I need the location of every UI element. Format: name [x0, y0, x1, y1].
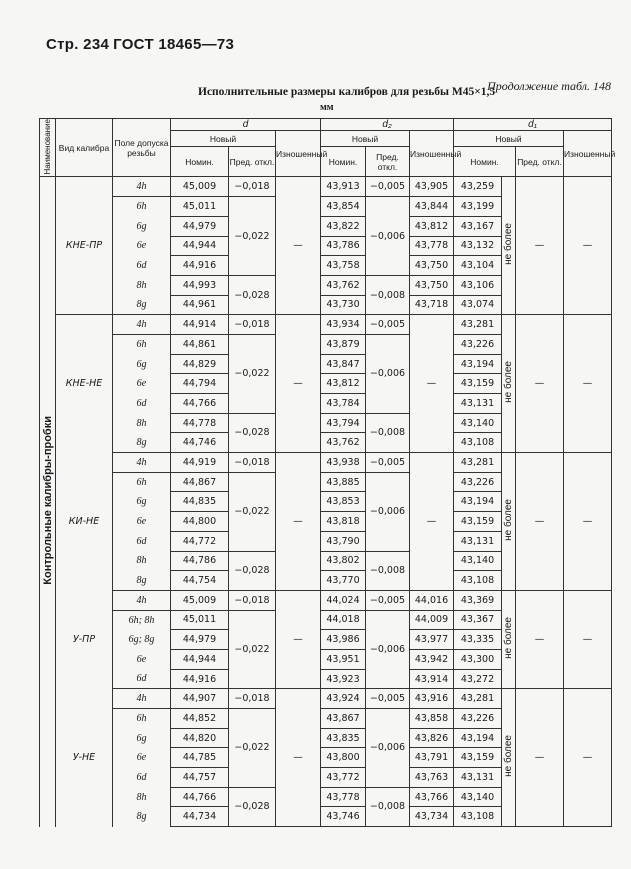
d-deviation-value: −0,028 — [229, 413, 276, 452]
d2-nominal-value: 43,854 — [321, 197, 366, 217]
col-d: d — [171, 119, 321, 131]
d-new: Новый — [171, 131, 276, 147]
tolerance-field: 6g — [113, 354, 171, 374]
tolerance-field: 6e — [113, 748, 171, 768]
d1-nominal-value: 43,300 — [454, 649, 502, 669]
d-nominal-value: 44,916 — [171, 669, 229, 689]
d-nominal-value: 45,009 — [171, 590, 229, 610]
tolerance-field: 6g — [113, 728, 171, 748]
d1-nominal-value: 43,226 — [454, 709, 502, 729]
d-nominal-value: 44,907 — [171, 689, 229, 709]
d-nominal-value: 44,993 — [171, 275, 229, 295]
d-nominal-value: 44,867 — [171, 472, 229, 492]
d-worn: Изношенный — [276, 131, 321, 177]
d2-deviation-value: −0,006 — [366, 472, 410, 551]
d1-deviation-value: — — [516, 689, 564, 827]
d1-nominal-value: 43,335 — [454, 630, 502, 650]
gauge-kind: КИ-НЕ — [56, 453, 113, 591]
d2-nominal-value: 43,938 — [321, 453, 366, 473]
d2-nominal-value: 43,802 — [321, 551, 366, 571]
d1-deviation-value: — — [516, 177, 564, 315]
d2-nominal-value: 44,024 — [321, 590, 366, 610]
d2-nominal-value: 43,924 — [321, 689, 366, 709]
d1-deviation: Пред. откл. — [516, 147, 564, 177]
d2-worn-value: 43,914 — [410, 669, 454, 689]
d2-worn: Изношенный — [410, 131, 454, 177]
d2-nominal-value: 43,762 — [321, 275, 366, 295]
d-deviation-value: −0,022 — [229, 610, 276, 689]
tolerance-field: 8h — [113, 275, 171, 295]
d2-worn-value: 43,916 — [410, 689, 454, 709]
d2-worn-value: 43,766 — [410, 787, 454, 807]
tolerance-field: 6g — [113, 216, 171, 236]
d-nominal-value: 44,979 — [171, 216, 229, 236]
d-nominal-value: 45,011 — [171, 197, 229, 217]
d-worn-value: — — [276, 453, 321, 591]
gauge-kind: КНЕ-ПР — [56, 177, 113, 315]
d2-nominal-value: 43,885 — [321, 472, 366, 492]
d2-worn-value: 43,718 — [410, 295, 454, 315]
d-nominal-value: 44,800 — [171, 512, 229, 532]
tolerance-field: 6e — [113, 236, 171, 256]
d-worn-value: — — [276, 590, 321, 688]
d2-deviation-value: −0,008 — [366, 551, 410, 590]
d-worn-value: — — [276, 177, 321, 315]
d1-worn: Изношенный — [564, 131, 612, 177]
d2-deviation-value: −0,006 — [366, 197, 410, 276]
d-deviation-value: −0,018 — [229, 689, 276, 709]
d-nominal-value: 44,785 — [171, 748, 229, 768]
d-deviation-value: −0,028 — [229, 787, 276, 826]
d1-nominal-value: 43,159 — [454, 512, 502, 532]
d1-nominal-value: 43,131 — [454, 531, 502, 551]
d2-nominal-value: 43,847 — [321, 354, 366, 374]
tolerance-field: 6d — [113, 394, 171, 414]
tolerance-field: 6h — [113, 334, 171, 354]
d2-worn-value: 43,977 — [410, 630, 454, 650]
d1-nominal-value: 43,140 — [454, 413, 502, 433]
d-nominal-value: 44,734 — [171, 807, 229, 827]
d1-worn-value: — — [564, 590, 612, 688]
d2-deviation-value: −0,008 — [366, 787, 410, 826]
d1-worn-value: — — [564, 453, 612, 591]
d2-nominal-value: 43,758 — [321, 256, 366, 276]
d2-deviation-value: −0,006 — [366, 610, 410, 689]
d-nominal-value: 44,757 — [171, 768, 229, 788]
col-kind: Вид калибра — [56, 119, 113, 177]
d1-worn-value: — — [564, 315, 612, 453]
d1-deviation-value: — — [516, 453, 564, 591]
d2-worn-value: 43,844 — [410, 197, 454, 217]
d2-worn-value: 43,791 — [410, 748, 454, 768]
tolerance-field: 6h — [113, 709, 171, 729]
table-row — [40, 689, 612, 709]
d1-not-more: не более — [502, 590, 516, 688]
d2-nominal-value: 43,812 — [321, 374, 366, 394]
d-nominal-value: 45,011 — [171, 610, 229, 630]
d2-nominal-value: 43,762 — [321, 433, 366, 453]
d2-worn-value: 43,812 — [410, 216, 454, 236]
d2-nominal-value: 43,951 — [321, 649, 366, 669]
d1-nominal-value: 43,199 — [454, 197, 502, 217]
d-nominal-value: 44,914 — [171, 315, 229, 335]
d2-nominal-value: 43,800 — [321, 748, 366, 768]
d2-worn-value: 43,734 — [410, 807, 454, 827]
d-deviation-value: −0,028 — [229, 275, 276, 314]
d1-nominal-value: 43,108 — [454, 571, 502, 591]
d1-nominal-value: 43,074 — [454, 295, 502, 315]
d-nominal: Номин. — [171, 147, 229, 177]
d2-deviation-value: −0,008 — [366, 275, 410, 314]
d2-worn-value: 43,905 — [410, 177, 454, 197]
d-deviation: Пред. откл. — [229, 147, 276, 177]
table-row — [40, 177, 612, 197]
d2-deviation-value: −0,008 — [366, 413, 410, 452]
tolerance-field: 8g — [113, 571, 171, 591]
d2-nominal-value: 43,772 — [321, 768, 366, 788]
d1-nominal: Номин. — [454, 147, 516, 177]
page-number: Стр. 234 — [46, 36, 110, 53]
d1-nominal-value: 43,369 — [454, 590, 502, 610]
d-deviation-value: −0,018 — [229, 315, 276, 335]
gauge-kind: У-НЕ — [56, 689, 113, 827]
tolerance-field: 6g; 8g — [113, 630, 171, 650]
d1-nominal-value: 43,108 — [454, 807, 502, 827]
d2-worn-value: — — [410, 453, 454, 591]
d1-nominal-value: 43,226 — [454, 334, 502, 354]
d1-not-more: не более — [502, 315, 516, 453]
d1-nominal-value: 43,131 — [454, 394, 502, 414]
d1-not-more: не более — [502, 689, 516, 827]
d2-nominal-value: 43,818 — [321, 512, 366, 532]
d2-nominal-value: 43,822 — [321, 216, 366, 236]
d2-nominal-value: 44,018 — [321, 610, 366, 630]
d2-nominal-value: 43,746 — [321, 807, 366, 827]
standard-code: ГОСТ 18465—73 — [113, 36, 235, 53]
d-nominal-value: 44,829 — [171, 354, 229, 374]
d2-nominal-value: 43,934 — [321, 315, 366, 335]
d1-nominal-value: 43,159 — [454, 748, 502, 768]
tolerance-field: 8g — [113, 295, 171, 315]
d2-worn-value: 43,826 — [410, 728, 454, 748]
d1-nominal-value: 43,194 — [454, 354, 502, 374]
tolerance-field: 6d — [113, 768, 171, 788]
d2-nominal-value: 43,778 — [321, 787, 366, 807]
d1-nominal-value: 43,281 — [454, 689, 502, 709]
d-nominal-value: 44,944 — [171, 649, 229, 669]
d-nominal-value: 44,961 — [171, 295, 229, 315]
d2-nominal-value: 43,730 — [321, 295, 366, 315]
table-body — [40, 177, 612, 827]
d2-nominal-value: 43,913 — [321, 177, 366, 197]
d-nominal-value: 44,766 — [171, 787, 229, 807]
d-nominal-value: 44,852 — [171, 709, 229, 729]
col-d1: d₁ — [454, 119, 612, 131]
d2-nominal-value: 43,770 — [321, 571, 366, 591]
d1-new: Новый — [454, 131, 564, 147]
col-name: Наименование — [40, 119, 56, 177]
d2-nominal-value: 43,923 — [321, 669, 366, 689]
table-row — [40, 590, 612, 610]
tolerance-field: 6g — [113, 492, 171, 512]
d-nominal-value: 45,009 — [171, 177, 229, 197]
table-row — [40, 453, 612, 473]
d2-nominal-value: 43,879 — [321, 334, 366, 354]
d1-nominal-value: 43,281 — [454, 315, 502, 335]
d-deviation-value: −0,018 — [229, 453, 276, 473]
d1-nominal-value: 43,194 — [454, 492, 502, 512]
d-nominal-value: 44,794 — [171, 374, 229, 394]
d2-deviation-value: −0,006 — [366, 709, 410, 788]
d2-worn-value: — — [410, 315, 454, 453]
d2-deviation-value: −0,005 — [366, 177, 410, 197]
d-nominal-value: 44,944 — [171, 236, 229, 256]
tolerance-field: 6h — [113, 472, 171, 492]
d2-new: Новый — [321, 131, 410, 147]
d2-nominal-value: 43,790 — [321, 531, 366, 551]
d-nominal-value: 44,772 — [171, 531, 229, 551]
tolerance-field: 6d — [113, 669, 171, 689]
d1-nominal-value: 43,194 — [454, 728, 502, 748]
d2-deviation-value: −0,005 — [366, 590, 410, 610]
d2-worn-value: 43,778 — [410, 236, 454, 256]
d1-nominal-value: 43,104 — [454, 256, 502, 276]
d2-nominal-value: 43,986 — [321, 630, 366, 650]
d-deviation-value: −0,022 — [229, 472, 276, 551]
col-d2: d₂ — [321, 119, 454, 131]
d1-deviation-value: — — [516, 315, 564, 453]
tolerance-field: 4h — [113, 177, 171, 197]
gauge-table — [39, 118, 616, 827]
tolerance-field: 8g — [113, 433, 171, 453]
tolerance-field: 8h — [113, 413, 171, 433]
tolerance-field: 6e — [113, 512, 171, 532]
d1-deviation-value: — — [516, 590, 564, 688]
d1-nominal-value: 43,132 — [454, 236, 502, 256]
d2-worn-value: 43,858 — [410, 709, 454, 729]
d1-nominal-value: 43,159 — [454, 374, 502, 394]
d1-nominal-value: 43,108 — [454, 433, 502, 453]
d2-deviation-value: −0,005 — [366, 689, 410, 709]
d2-nominal-value: 43,853 — [321, 492, 366, 512]
d1-nominal-value: 43,272 — [454, 669, 502, 689]
d-nominal-value: 44,820 — [171, 728, 229, 748]
d2-deviation: Пред. откл. — [366, 147, 410, 177]
table-unit: мм — [320, 102, 334, 113]
d-nominal-value: 44,786 — [171, 551, 229, 571]
tolerance-field: 4h — [113, 315, 171, 335]
d-deviation-value: −0,022 — [229, 709, 276, 788]
d-nominal-value: 44,746 — [171, 433, 229, 453]
d1-not-more: не более — [502, 177, 516, 315]
d2-worn-value: 44,016 — [410, 590, 454, 610]
d1-nominal-value: 43,281 — [454, 453, 502, 473]
d2-nominal-value: 43,786 — [321, 236, 366, 256]
d2-deviation-value: −0,005 — [366, 315, 410, 335]
d2-nominal-value: 43,835 — [321, 728, 366, 748]
col-tolerance: Поле допуска резьбы — [113, 119, 171, 177]
gauge-kind: КНЕ-НЕ — [56, 315, 113, 453]
d-nominal-value: 44,861 — [171, 334, 229, 354]
d1-worn-value: — — [564, 689, 612, 827]
gauge-kind: У-ПР — [56, 590, 113, 688]
tolerance-field: 6d — [113, 531, 171, 551]
tolerance-field: 4h — [113, 590, 171, 610]
d1-nominal-value: 43,167 — [454, 216, 502, 236]
tolerance-field: 8h — [113, 787, 171, 807]
table-continuation: Продолжение табл. 148 — [487, 79, 611, 93]
d-nominal-value: 44,766 — [171, 394, 229, 414]
d2-deviation-value: −0,005 — [366, 453, 410, 473]
page-header — [46, 36, 234, 53]
table-row — [40, 315, 612, 335]
tolerance-field: 6d — [113, 256, 171, 276]
tolerance-field: 6e — [113, 374, 171, 394]
d2-nominal: Номин. — [321, 147, 366, 177]
tolerance-field: 6h — [113, 197, 171, 217]
tolerance-field: 4h — [113, 453, 171, 473]
tolerance-field: 8h — [113, 551, 171, 571]
d-deviation-value: −0,018 — [229, 590, 276, 610]
d1-nominal-value: 43,367 — [454, 610, 502, 630]
d-deviation-value: −0,028 — [229, 551, 276, 590]
d-nominal-value: 44,916 — [171, 256, 229, 276]
d-nominal-value: 44,778 — [171, 413, 229, 433]
d-nominal-value: 44,979 — [171, 630, 229, 650]
d-nominal-value: 44,919 — [171, 453, 229, 473]
d1-nominal-value: 43,140 — [454, 551, 502, 571]
d2-nominal-value: 43,867 — [321, 709, 366, 729]
d2-worn-value: 43,942 — [410, 649, 454, 669]
d2-worn-value: 43,763 — [410, 768, 454, 788]
table-title: Исполнительные размеры калибров для резьбы М45×1,5 — [198, 86, 496, 98]
d-nominal-value: 44,754 — [171, 571, 229, 591]
d2-nominal-value: 43,784 — [321, 394, 366, 414]
d-deviation-value: −0,022 — [229, 334, 276, 413]
tolerance-field: 6h; 8h — [113, 610, 171, 630]
tolerance-field: 4h — [113, 689, 171, 709]
d1-not-more: не более — [502, 453, 516, 591]
d1-nominal-value: 43,226 — [454, 472, 502, 492]
tolerance-field: 6e — [113, 649, 171, 669]
d2-worn-value: 43,750 — [410, 275, 454, 295]
d-worn-value: — — [276, 689, 321, 827]
d-nominal-value: 44,835 — [171, 492, 229, 512]
d1-nominal-value: 43,259 — [454, 177, 502, 197]
d-deviation-value: −0,022 — [229, 197, 276, 276]
row-label: Контрольные калибры-пробки — [40, 177, 56, 827]
d-deviation-value: −0,018 — [229, 177, 276, 197]
d2-nominal-value: 43,794 — [321, 413, 366, 433]
d1-nominal-value: 43,140 — [454, 787, 502, 807]
d-worn-value: — — [276, 315, 321, 453]
d2-deviation-value: −0,006 — [366, 334, 410, 413]
tolerance-field: 8g — [113, 807, 171, 827]
d1-nominal-value: 43,106 — [454, 275, 502, 295]
d2-worn-value: 43,750 — [410, 256, 454, 276]
d1-worn-value: — — [564, 177, 612, 315]
d1-nominal-value: 43,131 — [454, 768, 502, 788]
d2-worn-value: 44,009 — [410, 610, 454, 630]
